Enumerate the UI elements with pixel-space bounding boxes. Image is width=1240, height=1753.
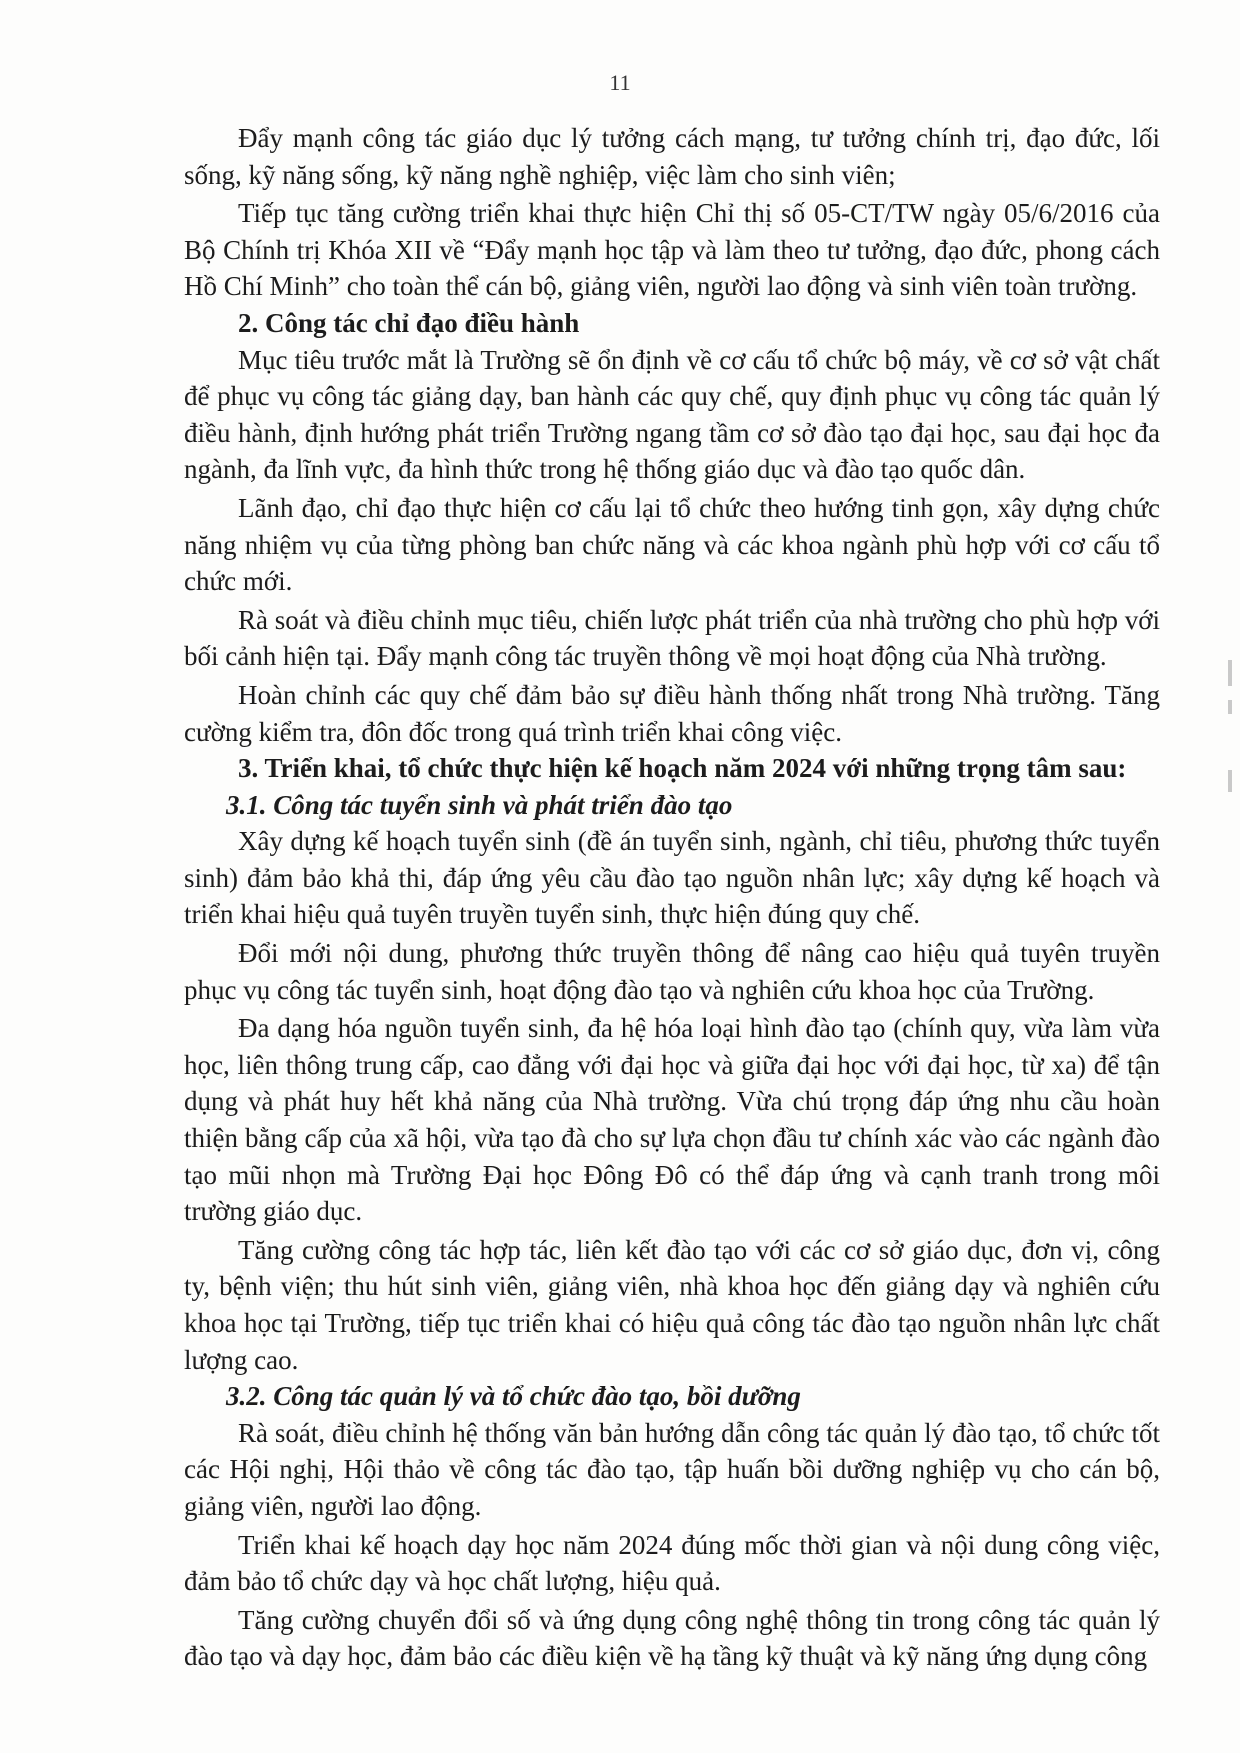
subsection-heading: 3.2. Công tác quản lý và tổ chức đào tạo, bồi dưỡng — [226, 1381, 801, 1412]
paragraph: Đẩy mạnh công tác giáo dục lý tưởng cách mạng, tư tưởng chính trị, đạo đức, lối sống, kỹ năng sống, kỹ năng nghề nghiệp, việc làm cho sinh viên; — [184, 123, 1160, 190]
scan-edge-mark — [1228, 770, 1232, 792]
paragraph: Rà soát, điều chỉnh hệ thống văn bản hướng dẫn công tác quản lý đào tạo, tổ chức tốt các Hội nghị, Hội thảo về công tác đào tạo, tập huấn bồi dưỡng nghiệp vụ cho cán bộ, giảng viên, người lao động. — [184, 1417, 1160, 1521]
paragraph: Triển khai kế hoạch dạy học năm 2024 đúng mốc thời gian và nội dung công việc, đảm bảo tổ chức dạy và học chất lượng, hiệu quả. — [184, 1529, 1160, 1597]
scan-edge-mark — [1228, 660, 1232, 686]
paragraph: Xây dựng kế hoạch tuyển sinh (đề án tuyển sinh, ngành, chỉ tiêu, phương thức tuyển sinh) đảm bảo khả thi, đáp ứng yêu cầu đào tạo nguồn nhân lực; xây dựng kế hoạch và triển khai hiệu quả tuyên truyền tuyển sinh, thực hiện đúng quy chế. — [184, 826, 1160, 930]
paragraph: Rà soát và điều chỉnh mục tiêu, chiến lược phát triển của nhà trường cho phù hợp với bối cảnh hiện tại. Đẩy mạnh công tác truyền thông về mọi hoạt động của Nhà trường. — [184, 604, 1160, 672]
section-heading: 3. Triển khai, tổ chức thực hiện kế hoạch năm 2024 với những trọng tâm sau: — [238, 753, 1127, 784]
paragraph: Tiếp tục tăng cường triển khai thực hiện Chỉ thị số 05-CT/TW ngày 05/6/2016 của Bộ Chính trị Khóa XII về “Đẩy mạnh học tập và làm theo tư tưởng, đạo đức, phong cách Hồ Chí Minh” cho toàn thể cán bộ, giảng viên, người lao động và sinh viên toàn trường. — [184, 198, 1160, 302]
scan-edge-mark — [1228, 700, 1232, 714]
paragraph: Đa dạng hóa nguồn tuyển sinh, đa hệ hóa loại hình đào tạo (chính quy, vừa làm vừa học, liên thông trung cấp, cao đẳng với đại học và giữa đại học với đại học, từ xa) để tận dụng và phát huy hết khả năng của Nhà trường. Vừa chú trọng đáp ứng nhu cầu hoàn thiện bằng cấp của xã hội, vừa tạo đà cho sự lựa chọn đầu tư chính xác vào các ngành đào tạo mũi nhọn mà Trường Đại học Đông Đô có thể đáp ứng và cạnh tranh trong môi trường giáo dục. — [184, 1013, 1160, 1227]
paragraph: Hoàn chỉnh các quy chế đảm bảo sự điều hành thống nhất trong Nhà trường. Tăng cường kiểm tra, đôn đốc trong quá trình triển khai công việc. — [184, 679, 1160, 747]
section-heading: 2. Công tác chỉ đạo điều hành — [238, 307, 580, 338]
document-body — [184, 120, 1160, 1675]
subsection-heading: 3.1. Công tác tuyển sinh và phát triển đào tạo — [226, 789, 733, 820]
paragraph: Tăng cường chuyển đổi số và ứng dụng công nghệ thông tin trong công tác quản lý đào tạo và dạy học, đảm bảo các điều kiện về hạ tầng kỹ thuật và kỹ năng ứng dụng công — [184, 1604, 1160, 1672]
paragraph: Mục tiêu trước mắt là Trường sẽ ổn định về cơ cấu tổ chức bộ máy, về cơ sở vật chất để phục vụ công tác giảng dạy, ban hành các quy chế, quy định phục vụ công tác quản lý điều hành, định hướng phát triển Trường ngang tầm cơ sở đào tạo đại học, sau đại học đa ngành, đa lĩnh vực, đa hình thức trong hệ thống giáo dục và đào tạo quốc dân. — [184, 344, 1160, 485]
paragraph: Tăng cường công tác hợp tác, liên kết đào tạo với các cơ sở giáo dục, đơn vị, công ty, bệnh viện; thu hút sinh viên, giảng viên, nhà khoa học đến giảng dạy và nghiên cứu khoa học tại Trường, tiếp tục triển khai có hiệu quả công tác đào tạo nguồn nhân lực chất lượng cao. — [184, 1234, 1160, 1375]
paragraph: Đổi mới nội dung, phương thức truyền thông để nâng cao hiệu quả tuyên truyền phục vụ công tác tuyển sinh, hoạt động đào tạo và nghiên cứu khoa học của Trường. — [184, 938, 1160, 1005]
paragraph: Lãnh đạo, chỉ đạo thực hiện cơ cấu lại tổ chức theo hướng tinh gọn, xây dựng chức năng nhiệm vụ của từng phòng ban chức năng và các khoa ngành phù hợp với cơ cấu tổ chức mới. — [184, 492, 1160, 597]
page-number: 11 — [609, 70, 631, 95]
